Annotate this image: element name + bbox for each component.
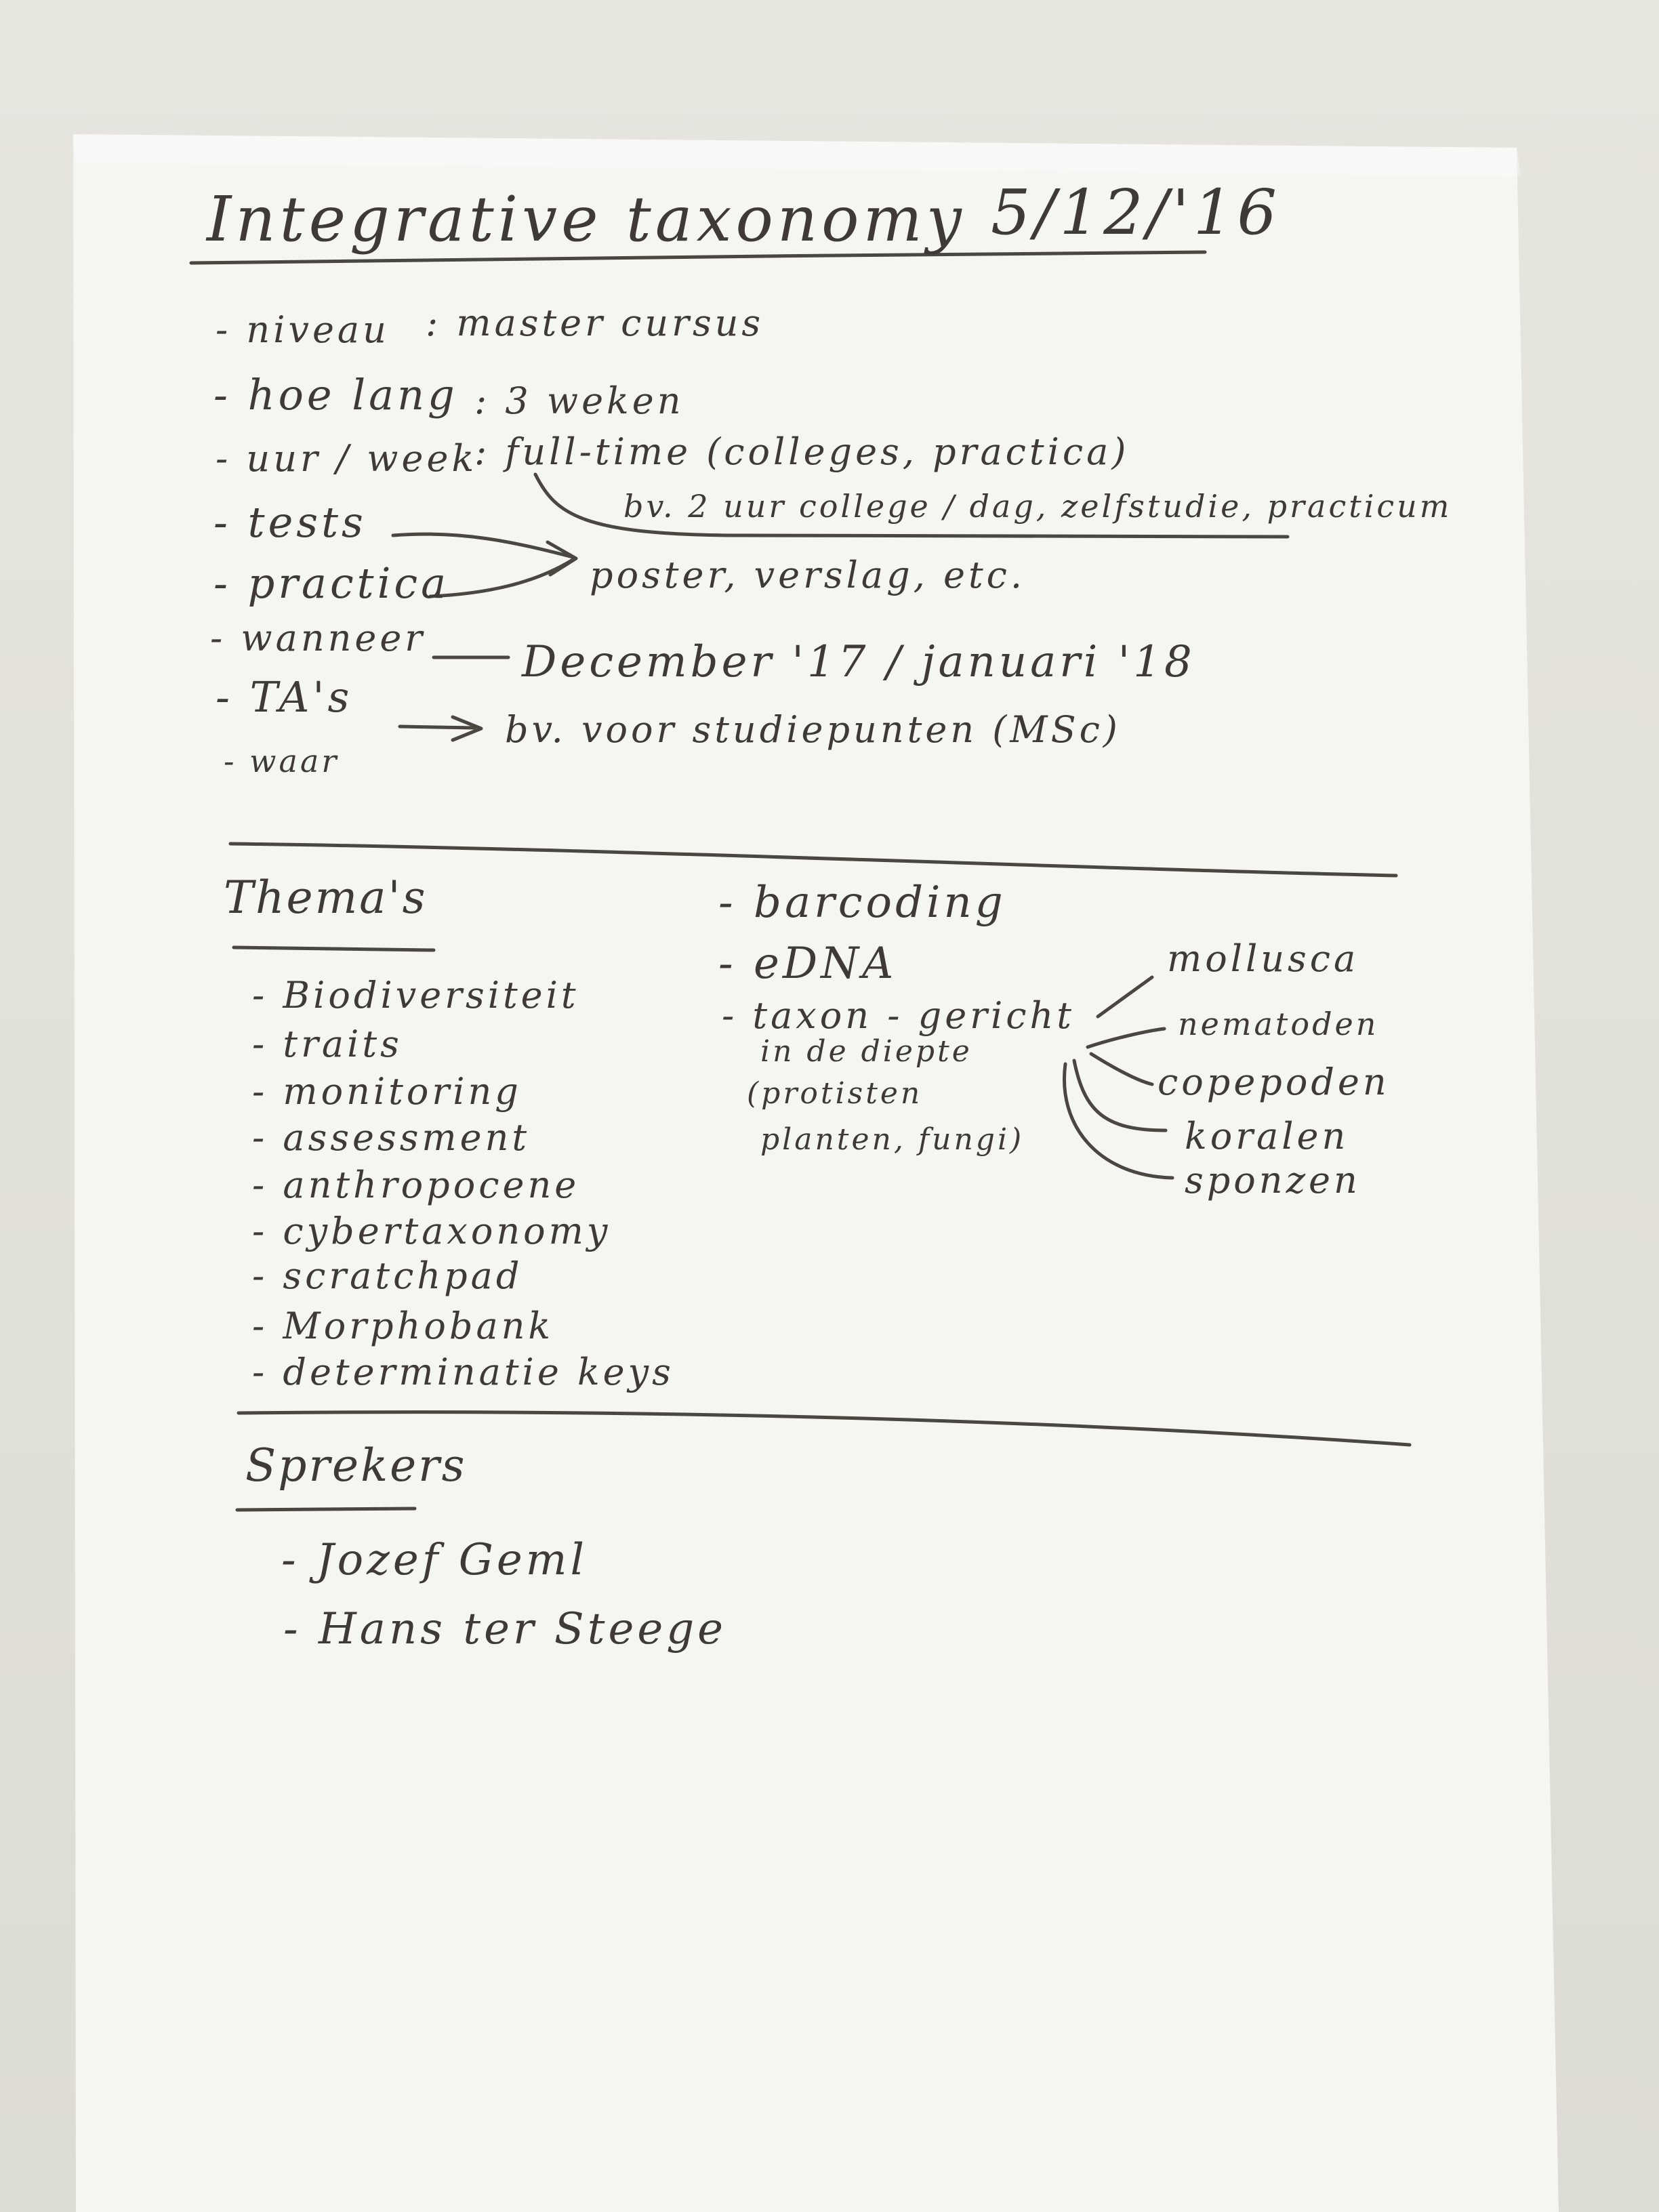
item-tas-label: - TA's: [216, 672, 353, 722]
taxa-branch-2: [1088, 1029, 1164, 1047]
separator-1: [230, 844, 1396, 876]
page-title: Integrative taxonomy: [207, 183, 966, 255]
thema-anthropocene: - anthropocene: [252, 1164, 580, 1206]
taxon-nematoden: nematoden: [1178, 1006, 1379, 1042]
thema-monitoring: - monitoring: [252, 1070, 522, 1113]
thema-barcoding: - barcoding: [718, 878, 1006, 928]
item-uur-week-label: - uur / week: [216, 437, 478, 480]
item-practica-label: - practica: [213, 558, 450, 608]
spreker-hans-ter-steege: - Hans ter Steege: [283, 1604, 727, 1654]
taxon-koralen: koralen: [1185, 1115, 1349, 1158]
note-date: 5/12/'16: [991, 176, 1281, 249]
wanneer-note: December '17 / januari '18: [522, 637, 1195, 687]
taxon-sponzen: sponzen: [1185, 1159, 1361, 1202]
thema-traits: - traits: [252, 1023, 403, 1065]
item-uur-week-value: : full-time (colleges, practica): [474, 430, 1130, 473]
thema-edna: - eDNA: [718, 939, 897, 989]
item-waar-label: - waar: [224, 743, 340, 779]
taxa-branch-1: [1098, 977, 1152, 1017]
ta-note: bv. voor studiepunten (MSc): [505, 708, 1121, 751]
thema-biodiversiteit: - Biodiversiteit: [252, 974, 579, 1017]
thema-taxon-gericht: - taxon - gericht: [722, 994, 1075, 1037]
sprekers-underline: [237, 1509, 415, 1510]
taxon-note-line-2: (protisten: [747, 1076, 923, 1111]
taxon-copepoden: copepoden: [1158, 1061, 1390, 1103]
taxa-branch-3: [1091, 1054, 1152, 1084]
hours-note: bv. 2 uur college / dag, zelfstudie, practicum: [623, 488, 1452, 525]
tests-arrow: [393, 534, 573, 557]
item-tests-label: - tests: [213, 497, 367, 547]
thema-determinatie-keys: - determinatie keys: [252, 1351, 674, 1393]
thema-scratchpad: - scratchpad: [252, 1254, 523, 1297]
thema-morphobank: - Morphobank: [252, 1305, 554, 1347]
item-hoe-lang-value: : 3 weken: [474, 380, 684, 422]
thema-cybertaxonomy: - cybertaxonomy: [252, 1210, 611, 1252]
taxon-note-line-3: planten, fungi): [760, 1122, 1025, 1157]
taxon-mollusca: mollusca: [1167, 937, 1359, 980]
item-hoe-lang-label: - hoe lang: [213, 370, 458, 419]
spreker-jozef-geml: - Jozef Geml: [281, 1535, 588, 1585]
item-niveau-label: - niveau: [216, 308, 390, 351]
taxon-note-line-1: in de diepte: [760, 1034, 972, 1069]
item-niveau-value: : master cursus: [426, 302, 764, 344]
thema-assessment: - assessment: [252, 1116, 531, 1159]
practica-arrow: [430, 560, 573, 596]
themas-underline: [234, 947, 434, 950]
tests-practica-note: poster, verslag, etc.: [590, 554, 1026, 596]
sprekers-heading: Sprekers: [245, 1439, 467, 1492]
ta-arrow: [400, 726, 474, 728]
item-wanneer-label: - wanneer: [210, 617, 426, 659]
themas-heading: Thema's: [224, 872, 428, 924]
